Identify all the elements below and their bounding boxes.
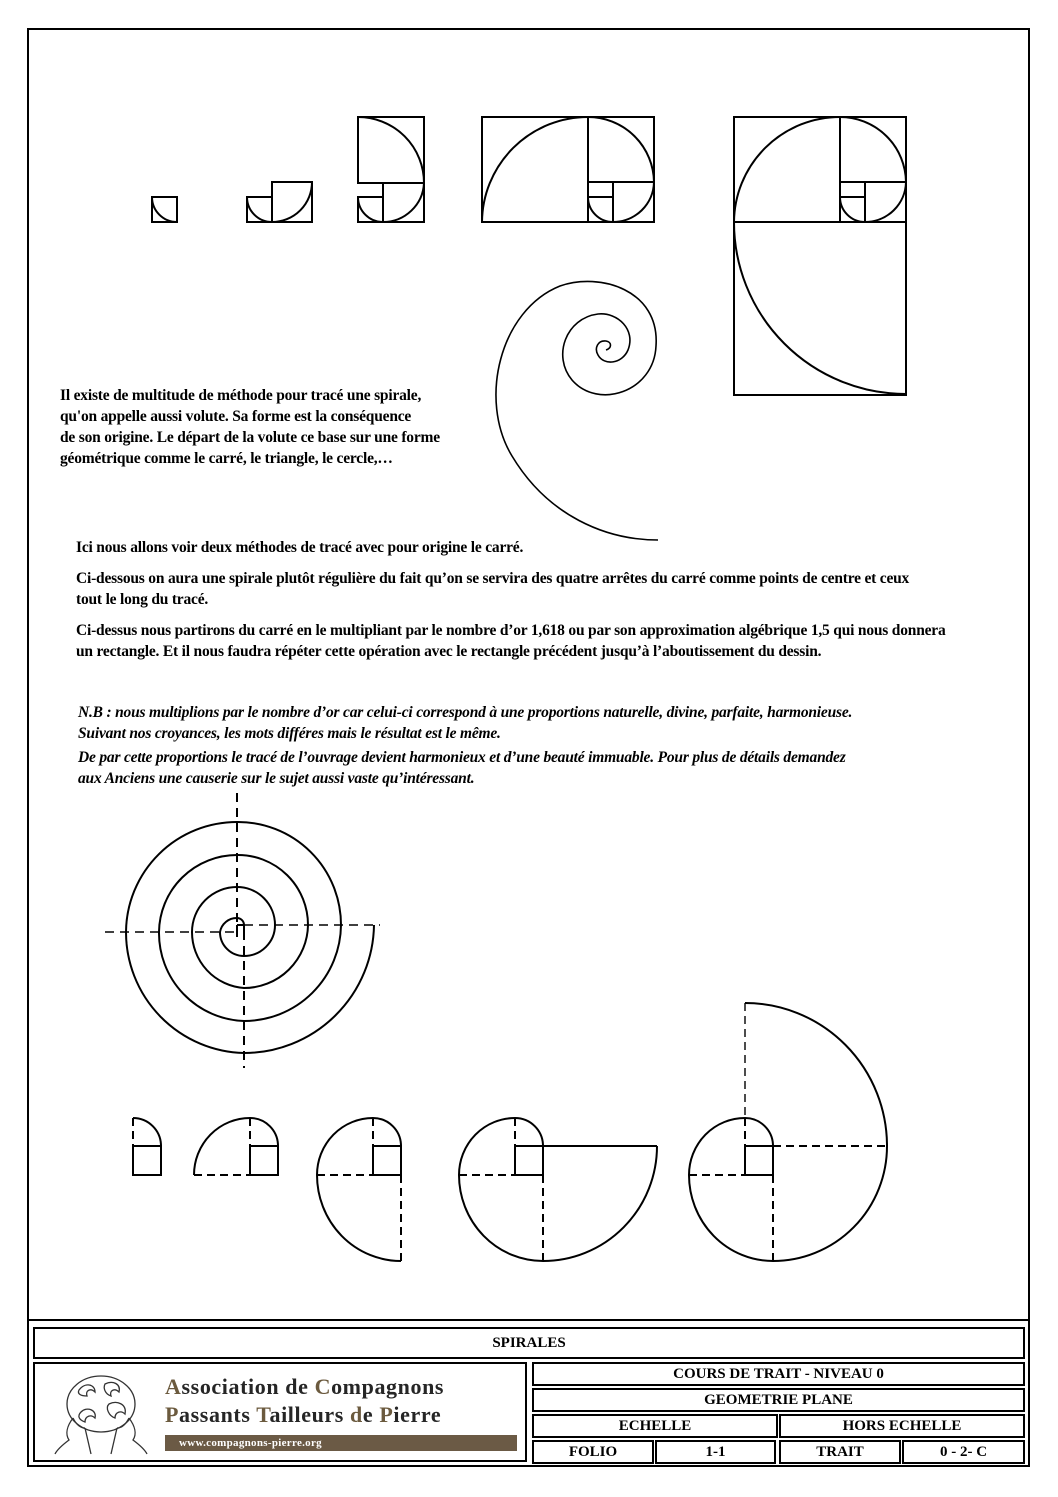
note-line: N.B : nous multiplions par le nombre d’or car celui-ci correspond à une proportions naturelle, divine, parfaite, harmonieuse. [78, 704, 853, 721]
methods-text [76, 537, 946, 662]
golden-step-2 [247, 182, 312, 222]
logo-word: assants [179, 1402, 257, 1427]
intro-line: géométrique comme le carré, le triangle, le cercle,… [60, 450, 393, 467]
association-url[interactable]: www.compagnons-pierre.org [165, 1435, 517, 1451]
logo-initial: d [350, 1402, 363, 1427]
golden-step-1 [152, 197, 177, 222]
folio-value: 1-1 [655, 1440, 776, 1464]
golden-step-4 [482, 117, 654, 222]
note-line: Suivant nos croyances, les mots différes mais le résultat est le même. [78, 725, 501, 742]
methods-intro: Ici nous allons voir deux méthodes de tracé avec pour origine le carré. [76, 539, 524, 556]
logo-initial: P [379, 1402, 394, 1427]
folio-label: FOLIO [532, 1440, 654, 1464]
square-spiral-step-3 [317, 1118, 401, 1261]
trait-value: 0 - 2- C [902, 1440, 1025, 1464]
sheet-title: SPIRALES [33, 1327, 1025, 1359]
square-spiral-step-2 [194, 1118, 278, 1175]
intro-paragraph [60, 385, 440, 469]
methods-above-line: un rectangle. Et il nous faudra répéter cette opération avec le rectangle précédent jusqu’à l’aboutissement du dessin. [76, 643, 822, 660]
logo-word: ssociation de [181, 1374, 315, 1399]
scale-value: HORS ECHELLE [779, 1414, 1025, 1438]
four-center-spiral [105, 793, 380, 1068]
logo-name-line-1 [165, 1374, 444, 1400]
methods-below-line: Ci-dessous on aura une spirale plutôt régulière du fait qu’on se servira des quatre arrêtes du carré comme points de centre et ceux [76, 570, 910, 587]
association-logo [33, 1362, 527, 1462]
intro-line: de son origine. Le départ de la volute ce base sur une forme [60, 429, 440, 446]
square-spiral-step-4 [459, 1118, 657, 1261]
logo-initial: A [165, 1374, 182, 1399]
logo-initial: P [165, 1402, 180, 1427]
square-spiral-step-5 [689, 1003, 887, 1261]
golden-spiral-curve [496, 281, 658, 540]
logo-name-line-2 [165, 1402, 441, 1428]
logo-word: e [362, 1402, 380, 1427]
subject-title: GEOMETRIE PLANE [532, 1388, 1025, 1412]
logo-word: ailleurs [269, 1402, 351, 1427]
logo-initial: C [314, 1374, 332, 1399]
note-line: aux Anciens une causerie sur le sujet aussi vaste qu’intéressant. [78, 770, 475, 787]
logo-word: ompagnons [331, 1374, 445, 1399]
nb-notes [78, 702, 852, 789]
methods-below-line: tout le long du tracé. [76, 591, 209, 608]
intro-line: Il existe de multitude de méthode pour tracé une spirale, [60, 387, 422, 404]
intro-line: qu'on appelle aussi volute. Sa forme est la conséquence [60, 408, 412, 425]
note-line: De par cette proportions le tracé de l’ouvrage devient harmonieux et d’une beauté immuable. Pour plus de détails demandez [78, 749, 846, 766]
logo-word: ierre [393, 1402, 442, 1427]
scale-label: ECHELLE [532, 1414, 778, 1438]
logo-initial: T [256, 1402, 270, 1427]
methods-above-line: Ci-dessus nous partirons du carré en le multipliant par le nombre d’or 1,618 ou par son approximation algébrique 1,5 qui nous donnera [76, 622, 946, 639]
golden-step-3 [358, 117, 424, 222]
trait-label: TRAIT [779, 1440, 901, 1464]
hands-holding-foliage-globe-icon [51, 1370, 155, 1456]
square-spiral-step-1 [133, 1118, 161, 1175]
golden-step-5 [734, 117, 906, 395]
title-block-separator [27, 1319, 1030, 1321]
course-title: COURS DE TRAIT - NIVEAU 0 [532, 1362, 1025, 1386]
